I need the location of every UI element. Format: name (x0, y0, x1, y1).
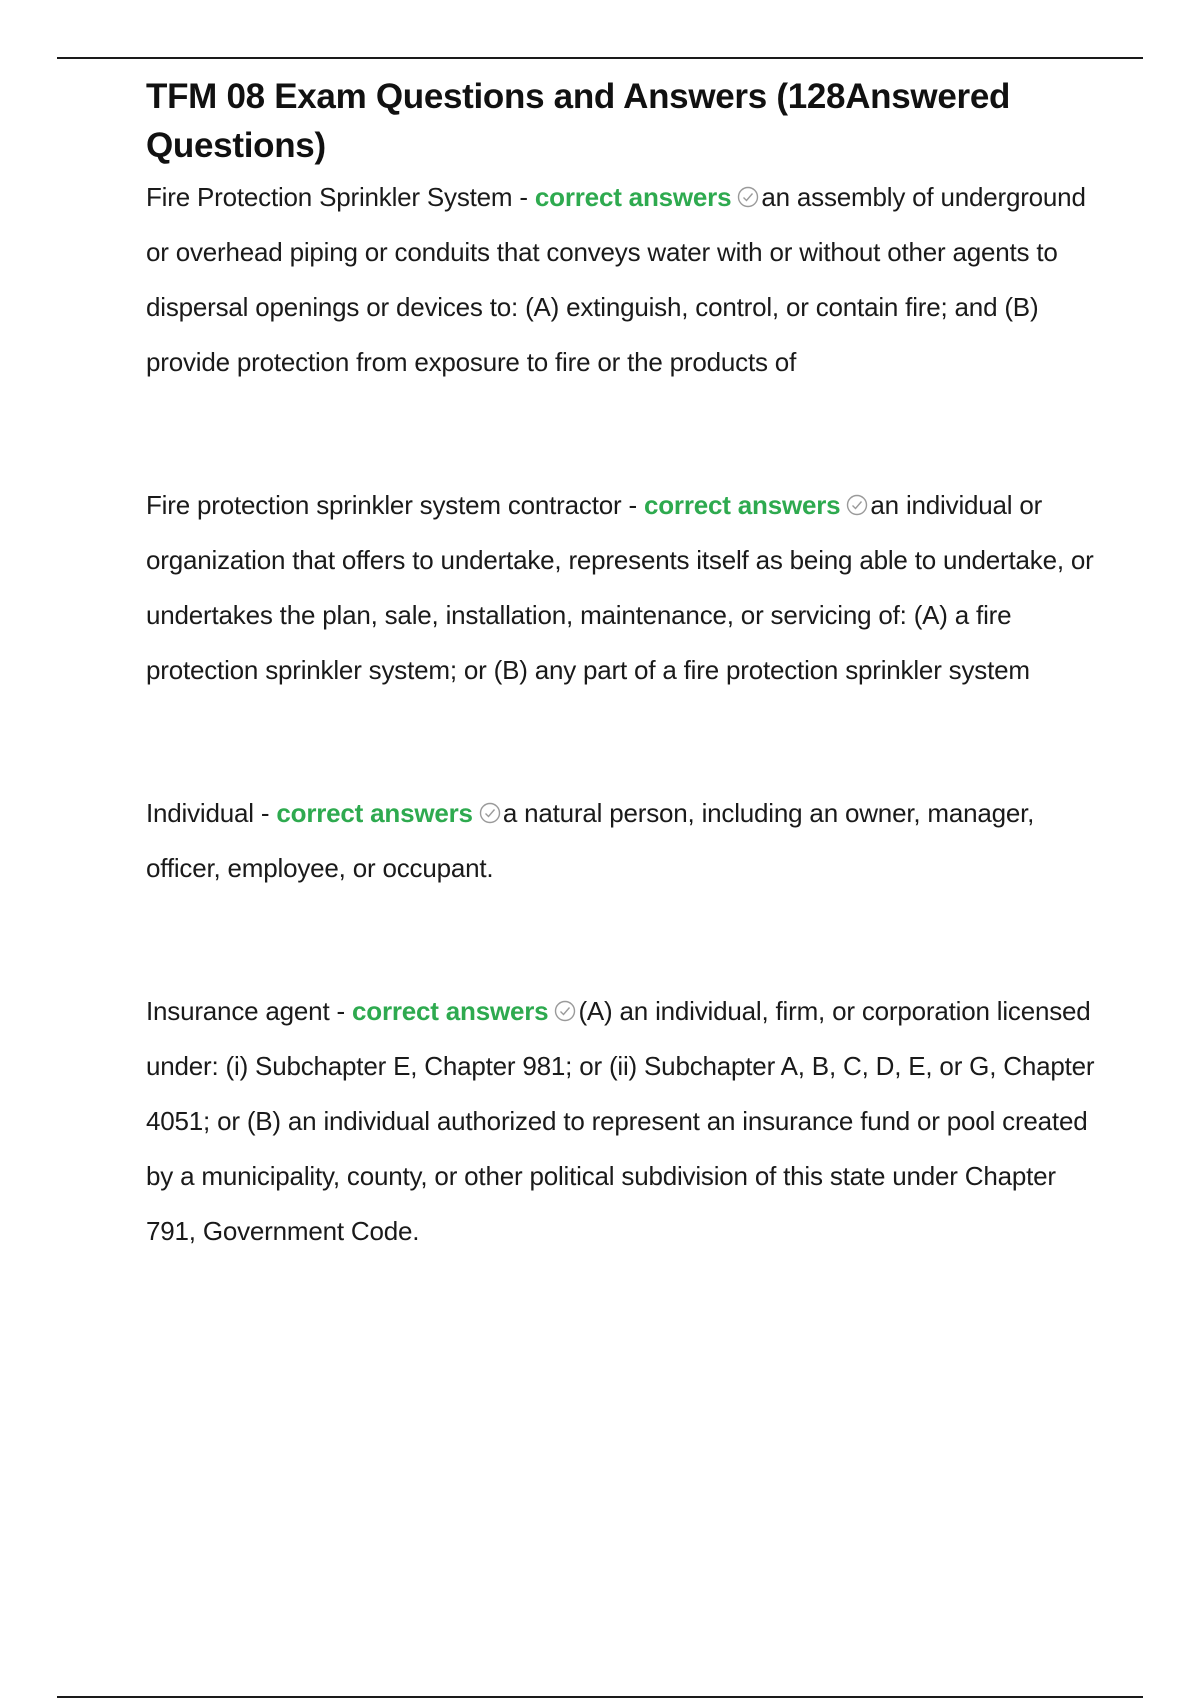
correct-answers-label: correct answers (352, 996, 549, 1026)
qa-item (146, 478, 1096, 698)
definition: an assembly of underground or overhead piping or conduits that conveys water with or without other agents to dispersal openings or devices to: (A) extinguish, control, or contain fire; and (B) provide protection from exposure to fire or the products of (146, 182, 1086, 377)
separator: - (512, 182, 535, 212)
definition: an individual or organization that offers to undertake, represents itself as being able to undertake, or undertakes the plan, sale, installation, maintenance, or servicing of: (A) a fire protection sprinkler system; or (B) any part of a fire protection sprinkler system (146, 490, 1094, 685)
term: Individual (146, 798, 254, 828)
qa-item (146, 984, 1096, 1259)
top-rule (57, 57, 1143, 59)
qa-item (146, 786, 1096, 896)
check-circle-icon (737, 186, 759, 208)
term: Fire Protection Sprinkler System (146, 182, 513, 212)
definition: (A) an individual, firm, or corporation licensed under: (i) Subchapter E, Chapter 981; or (ii) Subchapter A, B, C, D, E, or G, Chapter 4051; or (B) an individual authorized to represent an insurance fund or pool created by a municipality, county, or other political subdivision of this state under Chapter 791, Government Code. (146, 996, 1095, 1246)
correct-answers-label: correct answers (534, 182, 732, 212)
separator: - (253, 798, 277, 828)
separator: - (329, 996, 352, 1026)
definition: a natural person, including an owner, manager, officer, employee, or occupant. (146, 798, 1035, 883)
term: Insurance agent (146, 996, 330, 1026)
separator: - (621, 490, 644, 520)
term: Fire protection sprinkler system contractor (146, 490, 622, 520)
check-circle-icon (554, 1000, 576, 1022)
document-body (146, 72, 1096, 1259)
check-circle-icon (479, 802, 501, 824)
qa-item (146, 170, 1096, 390)
correct-answers-label: correct answers (643, 490, 841, 520)
page-title: TFM 08 Exam Questions and Answers (128Answered Questions) (146, 77, 1011, 165)
check-circle-icon (846, 494, 868, 516)
correct-answers-label: correct answers (276, 798, 473, 828)
bottom-rule (57, 1696, 1143, 1698)
